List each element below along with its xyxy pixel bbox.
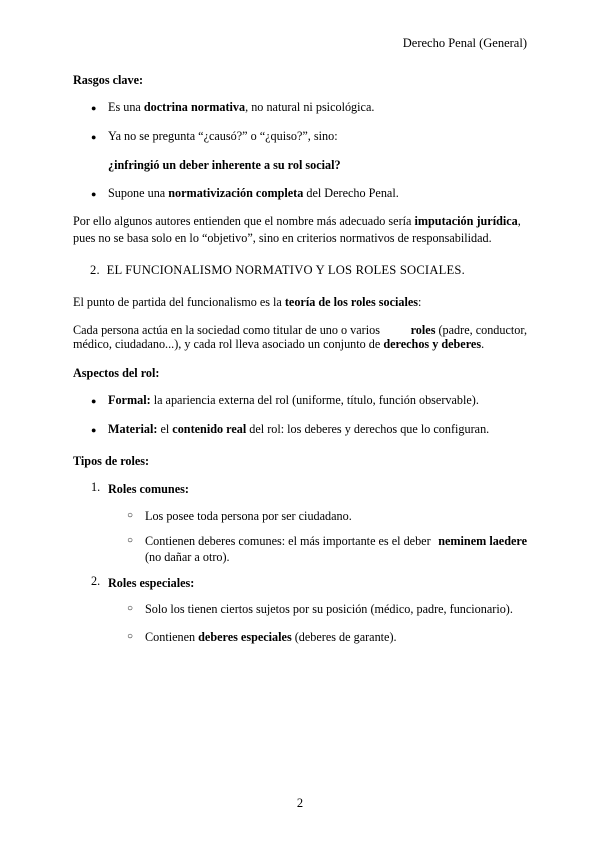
paragraph-imputacion-line-1: Por ello algunos autores entienden que el nombre más adecuado sería imputación jurídica,: [73, 214, 521, 228]
bullet-icon: ●: [91, 189, 97, 199]
roles-comunes-point-1: Los posee toda persona por ser ciudadano.: [145, 509, 352, 523]
rasgos-bullet-3: Supone una normativización completa del Derecho Penal.: [108, 186, 399, 200]
running-header: Derecho Penal (General): [402, 36, 527, 50]
roles-especiales-label: Roles especiales:: [108, 576, 195, 590]
roles-comunes-point-2-line-1: Contienen deberes comunes: el más importante es el deber neminem laedere: [145, 534, 527, 548]
paragraph-roles-line-1: Cada persona actúa en la sociedad como titular de uno o varios roles (padre, conductor,: [73, 323, 527, 337]
rasgos-bullet-1: Es una doctrina normativa, no natural ni psicológica.: [108, 100, 375, 114]
paragraph-imputacion-line-2: pues no se basa solo en lo “objetivo”, sino en criterios normativos de responsabilidad.: [73, 231, 492, 245]
roles-comunes-label: Roles comunes:: [108, 482, 189, 496]
page-number: 2: [296, 796, 304, 810]
bullet-icon: ●: [91, 132, 97, 142]
bullet-icon: ●: [91, 396, 97, 406]
bullet-icon: ●: [91, 425, 97, 435]
list-number: 2.: [91, 574, 101, 588]
circle-bullet-icon: ○: [127, 510, 134, 521]
rasgos-bullet-2-question: ¿infringió un deber inherente a su rol social?: [108, 158, 341, 172]
circle-bullet-icon: ○: [127, 631, 134, 642]
rasgos-heading: Rasgos clave:: [73, 73, 144, 87]
roles-comunes-point-2-line-2: (no dañar a otro).: [145, 550, 230, 564]
paragraph-roles-line-2: médico, ciudadano...), y cada rol lleva asociado un conjunto de derechos y deberes.: [73, 337, 485, 351]
aspectos-heading: Aspectos del rol:: [73, 366, 160, 380]
aspecto-material: Material: el contenido real del rol: los deberes y derechos que lo configuran.: [108, 422, 490, 436]
circle-bullet-icon: ○: [127, 535, 134, 546]
roles-especiales-point-2: Contienen deberes especiales (deberes de garante).: [145, 630, 397, 644]
list-number: 1.: [91, 480, 101, 494]
aspecto-formal: Formal: la apariencia externa del rol (uniforme, título, función observable).: [108, 393, 479, 407]
bullet-icon: ●: [91, 103, 97, 113]
roles-especiales-point-1: Solo los tienen ciertos sujetos por su posición (médico, padre, funcionario).: [145, 602, 513, 616]
paragraph-punto-partida: El punto de partida del funcionalismo es la teoría de los roles sociales:: [73, 295, 422, 309]
section-heading: 2. EL FUNCIONALISMO NORMATIVO Y LOS ROLES SOCIALES.: [90, 263, 465, 277]
rasgos-bullet-2: Ya no se pregunta “¿causó?” o “¿quiso?”, sino:: [108, 129, 338, 143]
circle-bullet-icon: ○: [127, 603, 134, 614]
tipos-heading: Tipos de roles:: [73, 454, 150, 468]
